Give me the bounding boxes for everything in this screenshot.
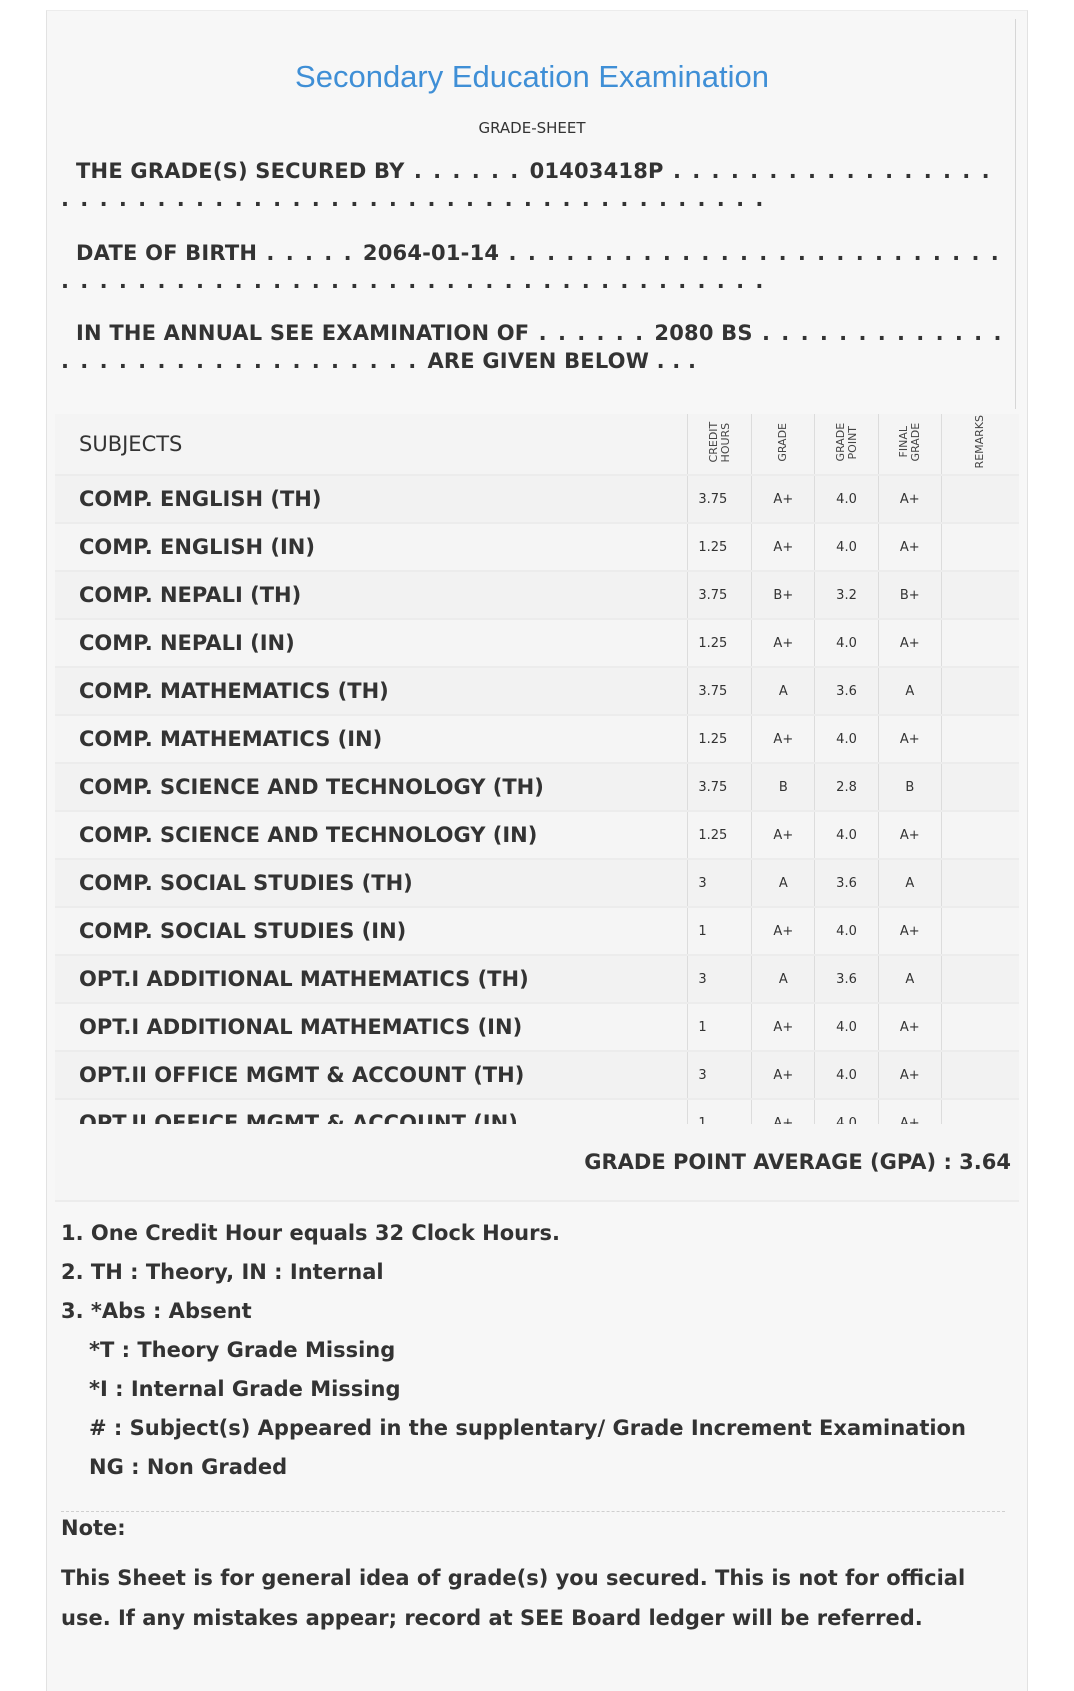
final-grade-cell: B+ xyxy=(878,571,941,619)
dot-leader: . . . . . . . . . . . . . . . . . . . . . . . . . . . . . . . . . . . . . . . . . . . . . . . . . . . . . . . . . . . . . . . xyxy=(61,241,1001,293)
legend-item: 3. *Abs : Absent xyxy=(61,1299,252,1323)
subjects-header: SUBJECTS xyxy=(55,414,688,475)
gpa-label: GRADE POINT AVERAGE (GPA) : xyxy=(584,1150,952,1174)
table-row xyxy=(55,859,1019,907)
table-row xyxy=(55,475,1019,523)
table-row xyxy=(55,571,1019,619)
credit-hours-cell: 1.25 xyxy=(688,715,752,763)
remarks-cell xyxy=(941,523,1019,571)
remarks-header: REMARKS xyxy=(941,414,1019,475)
page-title: Secondary Education Examination xyxy=(295,59,769,94)
dot-leader: . . . . . xyxy=(257,241,363,265)
grade-cell: A+ xyxy=(752,907,815,955)
remarks-cell xyxy=(941,475,1019,523)
dot-leader: . . . . . . xyxy=(529,321,655,345)
grade-point-cell: 4.0 xyxy=(815,811,878,859)
final-grade-cell: A+ xyxy=(878,523,941,571)
gpa-row xyxy=(55,1124,1019,1202)
credit-hours-cell: 3 xyxy=(688,859,752,907)
subject-cell: COMP. ENGLISH (TH) xyxy=(55,475,688,523)
dob-label: DATE OF BIRTH xyxy=(76,241,258,265)
final-grade-cell: A+ xyxy=(878,475,941,523)
dot-leader: . . . . . . . . . . . . . . . . . . . . . . . . . . . . . . . . . . . . . . . . . . . . . . . . . . . . . . xyxy=(61,159,992,211)
final-grade-cell: A+ xyxy=(878,1051,941,1099)
table-row xyxy=(55,955,1019,1003)
subject-cell: COMP. SCIENCE AND TECHNOLOGY (TH) xyxy=(55,763,688,811)
credit-hours-cell: 1.25 xyxy=(688,523,752,571)
grade-cell: A+ xyxy=(752,1051,815,1099)
note-divider xyxy=(61,1511,1005,1512)
legend-sub-item: # : Subject(s) Appeared in the supplentary/ Grade Increment Examination xyxy=(89,1416,966,1440)
gpa-summary xyxy=(584,1150,1011,1174)
final-grade-header: FINAL GRADE xyxy=(878,414,941,475)
dob-line xyxy=(61,239,1007,295)
remarks-cell xyxy=(941,955,1019,1003)
final-grade-cell: A xyxy=(878,859,941,907)
subject-cell: OPT.I ADDITIONAL MATHEMATICS (TH) xyxy=(55,955,688,1003)
subject-cell: OPT.II OFFICE MGMT & ACCOUNT (TH) xyxy=(55,1051,688,1099)
note-title: Note: xyxy=(61,1516,126,1540)
table-row xyxy=(55,907,1019,955)
remarks-cell xyxy=(941,571,1019,619)
remarks-cell xyxy=(941,1003,1019,1051)
subject-cell: COMP. NEPALI (IN) xyxy=(55,619,688,667)
grades-table-body xyxy=(55,475,1019,1147)
grade-point-cell: 4.0 xyxy=(815,1003,878,1051)
dot-leader: . . . . . . . . . . . . . . . . . . . . . . . . . . . . . . . . xyxy=(61,321,1004,373)
grade-header: GRADE xyxy=(752,414,815,475)
final-grade-cell: A+ xyxy=(878,619,941,667)
secured-by-label: THE GRADE(S) SECURED BY xyxy=(76,159,405,183)
subject-cell: COMP. MATHEMATICS (TH) xyxy=(55,667,688,715)
remarks-cell xyxy=(941,619,1019,667)
subject-cell: COMP. NEPALI (TH) xyxy=(55,571,688,619)
legend-item: 1. One Credit Hour equals 32 Clock Hours. xyxy=(61,1221,560,1245)
grade-cell: A+ xyxy=(752,619,815,667)
table-row xyxy=(55,619,1019,667)
credit-hours-header: CREDIT HOURS xyxy=(688,414,752,475)
credit-hours-cell: 3.75 xyxy=(688,571,752,619)
dot-leader: . . . . . . xyxy=(404,159,530,183)
dob-value: 2064-01-14 xyxy=(362,241,500,265)
grade-point-cell: 3.6 xyxy=(815,859,878,907)
final-grade-cell: A+ xyxy=(878,907,941,955)
subject-cell: COMP. MATHEMATICS (IN) xyxy=(55,715,688,763)
table-header-row xyxy=(55,414,1019,475)
remarks-cell xyxy=(941,811,1019,859)
grade-point-cell: 4.0 xyxy=(815,1051,878,1099)
grade-cell: A+ xyxy=(752,811,815,859)
grade-cell: A xyxy=(752,955,815,1003)
remarks-cell xyxy=(941,715,1019,763)
grade-point-cell: 3.6 xyxy=(815,667,878,715)
legend xyxy=(61,1214,1001,1487)
final-grade-cell: A+ xyxy=(878,715,941,763)
gpa-value: 3.64 xyxy=(959,1150,1011,1174)
grade-point-cell: 4.0 xyxy=(815,907,878,955)
final-grade-cell: B xyxy=(878,763,941,811)
grade-cell: B+ xyxy=(752,571,815,619)
credit-hours-cell: 3.75 xyxy=(688,475,752,523)
subject-cell: COMP. SOCIAL STUDIES (IN) xyxy=(55,907,688,955)
page-subtitle: GRADE-SHEET xyxy=(478,119,586,137)
grade-cell: A+ xyxy=(752,475,815,523)
remarks-cell xyxy=(941,859,1019,907)
credit-hours-cell: 1 xyxy=(688,907,752,955)
grade-sheet xyxy=(46,10,1028,1691)
subject-cell: COMP. SOCIAL STUDIES (TH) xyxy=(55,859,688,907)
grade-point-cell: 2.8 xyxy=(815,763,878,811)
grade-cell: A+ xyxy=(752,523,815,571)
final-grade-cell: A+ xyxy=(878,811,941,859)
credit-hours-cell: 3.75 xyxy=(688,667,752,715)
credit-hours-cell: 1.25 xyxy=(688,811,752,859)
grade-point-cell: 4.0 xyxy=(815,619,878,667)
grade-point-header: GRADE POINT xyxy=(815,414,878,475)
grades-table xyxy=(55,414,1019,1148)
table-row xyxy=(55,1051,1019,1099)
symbol-number: 01403418P xyxy=(529,159,664,183)
exam-suffix: ARE GIVEN BELOW . . . xyxy=(427,349,697,373)
grade-cell: A+ xyxy=(752,715,815,763)
credit-hours-cell: 3 xyxy=(688,1051,752,1099)
legend-sub-item: NG : Non Graded xyxy=(89,1455,288,1479)
legend-sub-item: *T : Theory Grade Missing xyxy=(89,1338,396,1362)
remarks-cell xyxy=(941,1051,1019,1099)
grade-point-cell: 4.0 xyxy=(815,523,878,571)
grade-cell: A xyxy=(752,667,815,715)
table-row xyxy=(55,523,1019,571)
subject-cell: COMP. ENGLISH (IN) xyxy=(55,523,688,571)
final-grade-cell: A+ xyxy=(878,1003,941,1051)
table-row xyxy=(55,667,1019,715)
table-row xyxy=(55,811,1019,859)
secured-by-line xyxy=(61,157,1007,213)
table-row xyxy=(55,1003,1019,1051)
credit-hours-cell: 3.75 xyxy=(688,763,752,811)
final-grade-cell: A xyxy=(878,955,941,1003)
remarks-cell xyxy=(941,667,1019,715)
legend-sub-item: *I : Internal Grade Missing xyxy=(89,1377,401,1401)
grade-cell: A xyxy=(752,859,815,907)
remarks-cell xyxy=(941,763,1019,811)
subject-cell: COMP. SCIENCE AND TECHNOLOGY (IN) xyxy=(55,811,688,859)
grade-point-cell: 4.0 xyxy=(815,715,878,763)
grade-point-cell: 4.0 xyxy=(815,475,878,523)
subject-cell: OPT.I ADDITIONAL MATHEMATICS (IN) xyxy=(55,1003,688,1051)
table-row xyxy=(55,715,1019,763)
legend-item: 2. TH : Theory, IN : Internal xyxy=(61,1260,384,1284)
grade-point-cell: 3.6 xyxy=(815,955,878,1003)
credit-hours-cell: 3 xyxy=(688,955,752,1003)
note-body: This Sheet is for general idea of grade(s) you secured. This is not for official use. If any mistakes appear; record at SEE Board ledger will be referred. xyxy=(61,1566,966,1630)
exam-year: 2080 BS xyxy=(654,321,753,345)
credit-hours-cell: 1 xyxy=(688,1003,752,1051)
grade-cell: A+ xyxy=(752,1003,815,1051)
exam-line xyxy=(61,319,1007,375)
grade-point-cell: 3.2 xyxy=(815,571,878,619)
table-row xyxy=(55,763,1019,811)
exam-label: IN THE ANNUAL SEE EXAMINATION OF xyxy=(76,321,530,345)
remarks-cell xyxy=(941,907,1019,955)
credit-hours-cell: 1.25 xyxy=(688,619,752,667)
final-grade-cell: A xyxy=(878,667,941,715)
grade-cell: B xyxy=(752,763,815,811)
